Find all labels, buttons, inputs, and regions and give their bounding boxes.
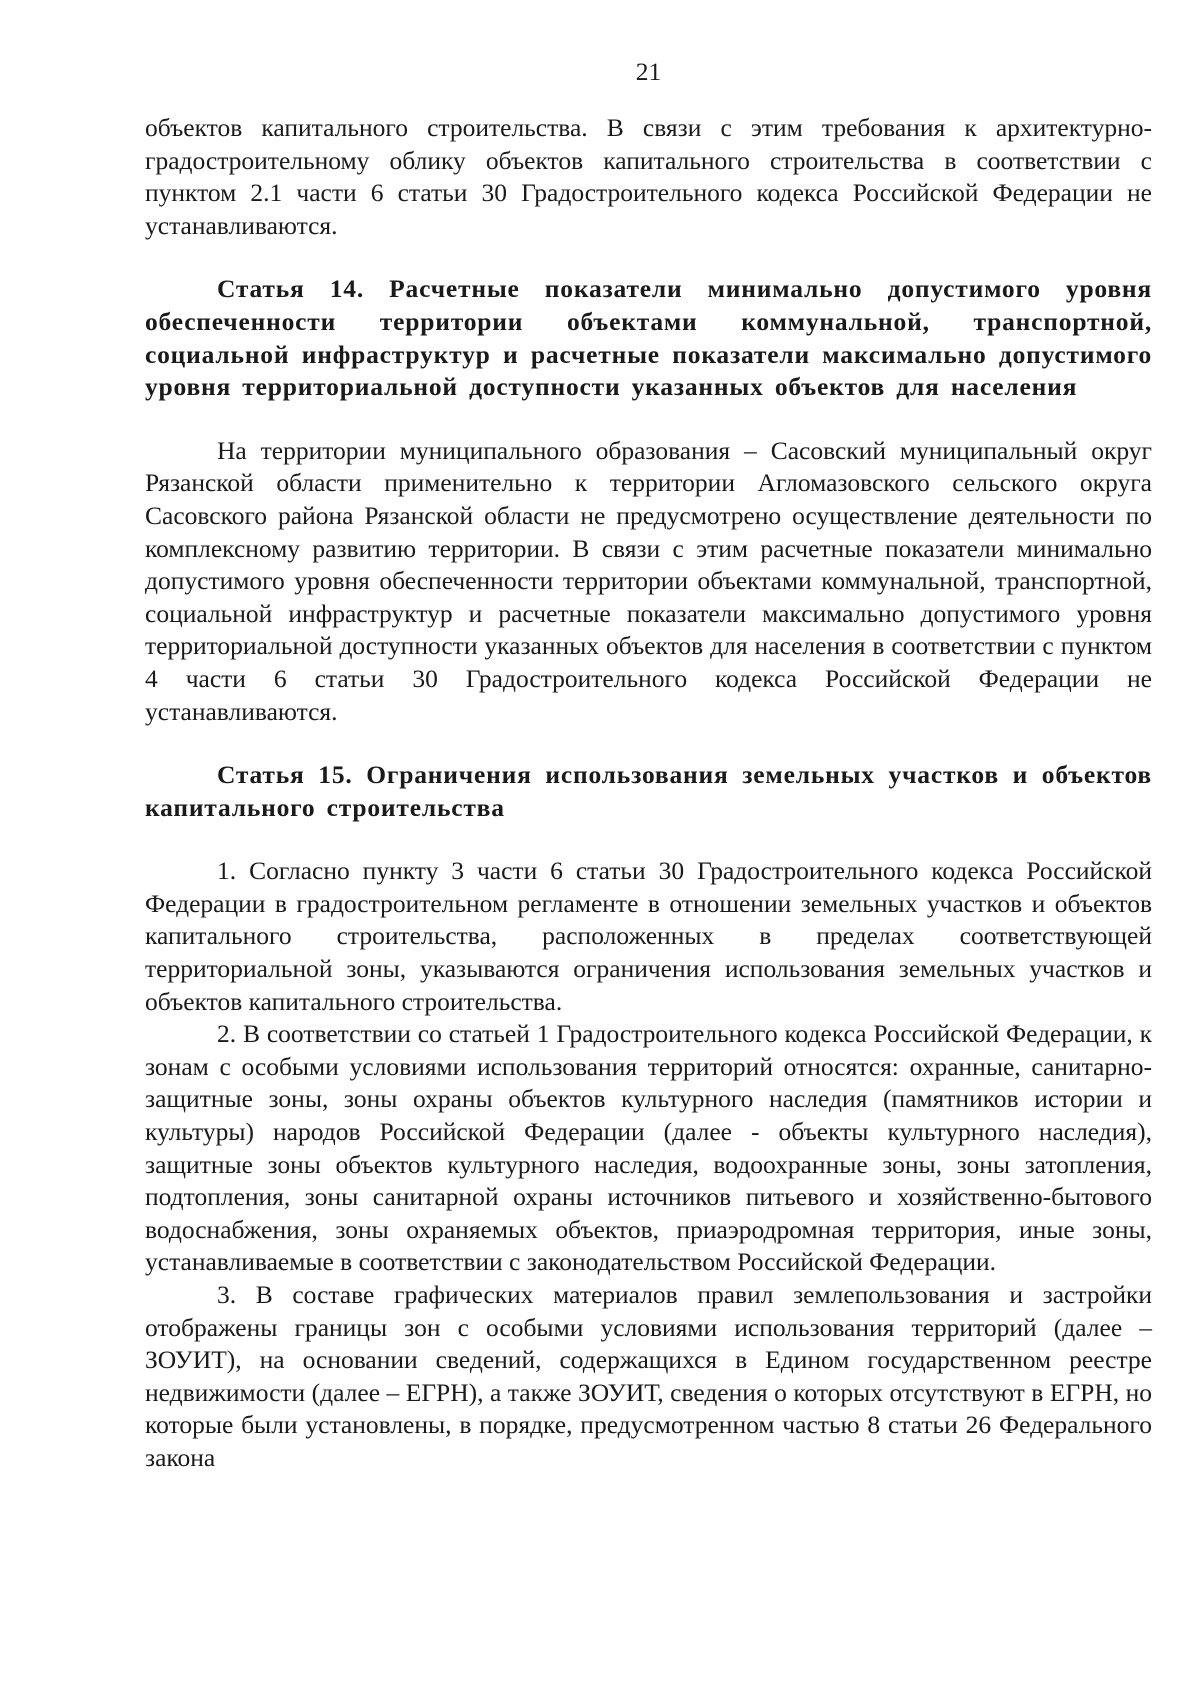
- page-number: 21: [635, 57, 662, 86]
- article-15-paragraph-3: 3. В составе графических материалов правил землепользования и застройки отображены границы зон с особыми условиями использования территорий (далее – ЗОУИТ), на основании сведений, содержащихся в Едином государственном реестре недвижимости (далее – ЕГРН), а также ЗОУИТ, сведения о которых отсутствуют в ЕГРН, но которые были установлены, в порядке, предусмотренном частью 8 статьи 26 Федерального закона: [145, 1280, 1152, 1472]
- article-15-paragraph-2: 2. В соответствии со статьей 1 Градостроительного кодекса Российской Федерации, к зонам с особыми условиями использования территорий относятся: охранные, санитарно-защитные зоны, зоны охраны объектов культурного наследия (памятников истории и культуры) народов Российской Федерации (далее - объекты культурного наследия), защитные зоны объектов культурного наследия, водоохранные зоны, зоны затопления, подтопления, зоны санитарной охраны источников питьевого и хозяйственно-бытового водоснабжения, зоны охраняемых объектов, приаэродромная территория, иные зоны, устанавливаемые в соответствии с законодательством Российской Федерации.: [145, 1019, 1152, 1277]
- document-page: [145, 52, 1152, 1475]
- intro-paragraph: объектов капитального строительства. В связи с этим требования к архитектурно-градостроительному облику объектов капитального строительства в соответствии с пунктом 2.1 части 6 статьи 30 Градостроительного кодекса Российской Федерации не устанавливаются.: [145, 113, 1152, 240]
- article-15-heading: Статья 15. Ограничения использования земельных участков и объектов капитального строительства: [145, 760, 1152, 822]
- article-14-paragraph: На территории муниципального образования – Сасовский муниципальный округ Рязанской области применительно к территории Агломазовского сельского округа Сасовского района Рязанской области не предусмотрено осуществление деятельности по комплексному развитию территории. В связи с этим расчетные показатели минимально допустимого уровня обеспеченности территории объектами коммунальной, транспортной, социальной инфраструктур и расчетные показатели максимально допустимого уровня территориальной доступности указанных объектов для населения в соответствии с пунктом 4 части 6 статьи 30 Градостроительного кодекса Российской Федерации не устанавливаются.: [145, 435, 1152, 726]
- article-15-paragraph-1: 1. Согласно пункту 3 части 6 статьи 30 Градостроительного кодекса Российской Федерации в градостроительном регламенте в отношении земельных участков и объектов капитального строительства, расположенных в пределах соответствующей территориальной зоны, указываются ограничения использования земельных участков и объектов капитального строительства.: [145, 856, 1152, 1016]
- article-14-heading: Статья 14. Расчетные показатели минимально допустимого уровня обеспеченности территории объектами коммунальной, транспортной, социальной инфраструктур и расчетные показатели максимально допустимого уровня территориальной доступности указанных объектов для населения: [145, 274, 1152, 402]
